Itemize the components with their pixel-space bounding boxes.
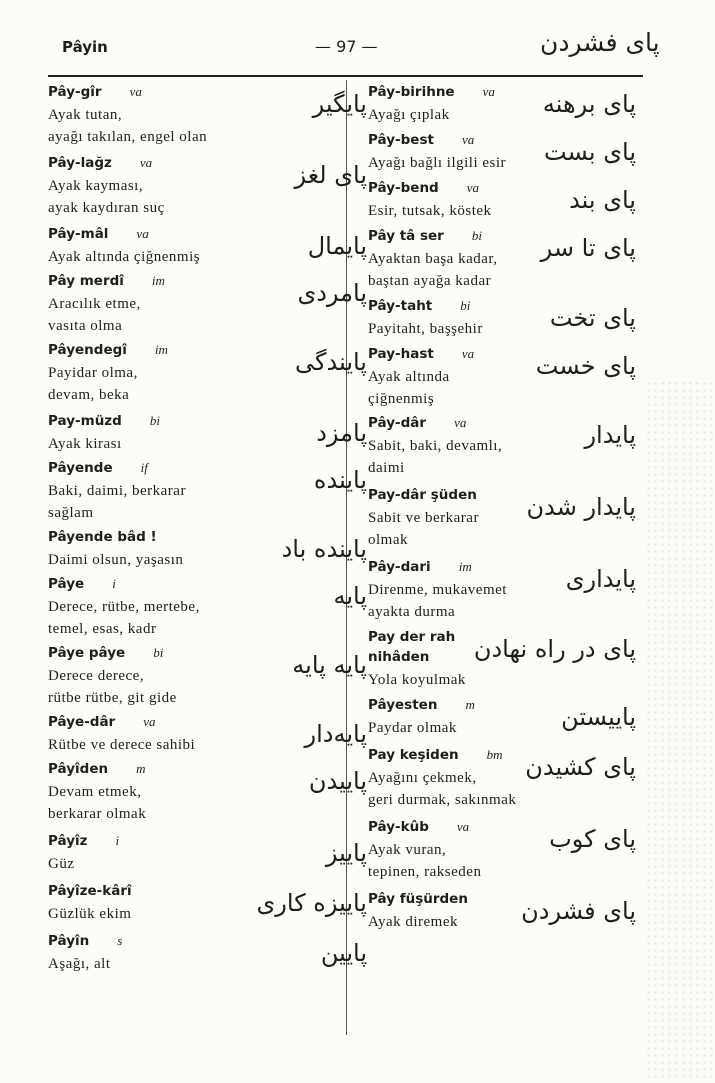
entry-headword-line: [48, 833, 283, 853]
entry-term: Pâyîz: [48, 833, 88, 849]
entry-part-of-speech: im: [151, 273, 165, 288]
dictionary-entry: [48, 84, 367, 148]
entry-term: Pâye pâye: [48, 645, 126, 661]
entry-term: Pây tâ ser: [368, 228, 444, 244]
entry-definition-line: Derece, rütbe, mertebe,: [48, 599, 200, 615]
entry-term: Pâye-dâr: [48, 714, 116, 730]
entry-arabic-script: پایه‌دار: [304, 720, 367, 748]
entry-part-of-speech: if: [140, 460, 148, 475]
entry-definition-line: Ayak tutan,: [48, 107, 123, 123]
entry-arabic-script: پایین: [320, 939, 367, 967]
entry-arabic-script: پاییز: [325, 839, 367, 867]
dictionary-entry: [48, 342, 367, 406]
entry-term: Pây-gîr: [48, 84, 102, 100]
entry-arabic-script: پایدار: [584, 421, 636, 449]
entry-headword-line: [368, 819, 568, 839]
entry-part-of-speech: bm: [486, 747, 503, 762]
entry-definition-line: Ayak diremek: [368, 914, 459, 930]
entry-headword-line: [368, 228, 568, 248]
entry-definition-line: Payitaht, başşehir: [368, 321, 483, 337]
entry-arabic-script: پامردی: [297, 279, 367, 307]
entry-term: Pây-best: [368, 132, 434, 148]
dictionary-entry: [48, 933, 367, 975]
entry-headword-line: [48, 576, 283, 596]
entry-definition-line: Güz: [48, 856, 75, 872]
entry-headword-line: [48, 342, 283, 362]
entry-term: Pâyesten: [368, 697, 438, 713]
entry-term: Pâyîn: [48, 933, 90, 949]
dictionary-entry: [48, 833, 367, 875]
entry-term: Pây merdî: [48, 273, 124, 289]
entry-term: Pây-dâr: [368, 415, 427, 431]
entry-definition-line: Paydar olmak: [368, 720, 457, 736]
entry-part-of-speech: va: [461, 346, 475, 361]
entry-part-of-speech: im: [154, 342, 168, 357]
entry-part-of-speech: i: [115, 833, 120, 848]
entry-headword-line: [48, 883, 283, 903]
entry-arabic-script: پای بند: [569, 186, 636, 214]
entry-arabic-script: پاینده باد: [281, 535, 367, 563]
dictionary-entry: [368, 84, 636, 126]
dictionary-entry: [368, 298, 636, 340]
dictionary-entry: [368, 346, 636, 410]
entry-part-of-speech: va: [143, 714, 156, 729]
running-head-right-arabic: پای فشردن: [540, 28, 660, 57]
entry-term: Pây-dari: [368, 559, 431, 575]
entry-arabic-script: پایگیر: [312, 90, 367, 118]
entry-term: Pay der rah: [368, 629, 456, 645]
entry-definition-line: Aracılık etme,: [48, 296, 141, 312]
entry-definition-line: tepinen, rakseden: [368, 864, 482, 880]
entry-part-of-speech: va: [461, 132, 475, 147]
entry-headword-line: [368, 559, 568, 579]
entry-headword-line: [48, 761, 283, 781]
entry-headword-line: [48, 273, 283, 293]
entry-definition-line: Aşağı, alt: [48, 956, 111, 972]
entry-arabic-script: پای فشردن: [521, 897, 636, 925]
entry-term: Pâyende: [48, 460, 113, 476]
entry-arabic-script: پای تا سر: [540, 234, 636, 262]
entry-headword-line: [48, 413, 283, 433]
entry-term: Pây-birihne: [368, 84, 455, 100]
entry-definition-line: Ayağı çıplak: [368, 107, 450, 123]
entry-part-of-speech: bi: [471, 228, 482, 243]
dictionary-entry: [368, 559, 636, 623]
entry-definition-line: Payidar olma,: [48, 365, 138, 381]
entry-definition-line: olmak: [368, 532, 408, 548]
entry-term: Pay-hast: [368, 346, 434, 362]
entry-term: Pây füşürden: [368, 891, 468, 907]
running-head-left: Pâyin: [62, 38, 108, 56]
page-number: — 97 —: [315, 37, 378, 56]
entry-definition-line: Direnme, mukavemet: [368, 582, 507, 598]
page-header: [0, 0, 715, 78]
entry-definition-line: Yola koyulmak: [368, 672, 466, 688]
entry-part-of-speech: va: [466, 180, 480, 195]
entry-definition-line: Sabit ve berkarar: [368, 510, 479, 526]
dictionary-entry: [48, 645, 367, 709]
entry-definition-line: temel, esas, kadr: [48, 621, 157, 637]
entry-arabic-script: پامزد: [316, 419, 367, 447]
dictionary-entry: [368, 415, 636, 479]
entry-arabic-script: پای برهنه: [542, 90, 636, 118]
entry-arabic-script: پایدار شدن: [526, 493, 636, 521]
entry-arabic-script: پاینده: [313, 466, 367, 494]
entry-headword-line: [48, 933, 283, 953]
entry-definition-line: vasıta olma: [48, 318, 123, 334]
entry-term: Pâyîden: [48, 761, 109, 777]
dictionary-entry: [368, 819, 636, 883]
entry-part-of-speech: va: [456, 819, 470, 834]
entry-part-of-speech: va: [136, 226, 149, 241]
entry-arabic-script: پایداری: [565, 565, 636, 593]
entry-headword-line: [368, 180, 568, 200]
entry-term: Pâye: [48, 576, 85, 592]
dictionary-entry: [48, 413, 367, 455]
entry-headword-line: [368, 132, 568, 152]
entry-definition-line: Ayak vuran,: [368, 842, 447, 858]
entry-definition-line: geri durmak, sakınmak: [368, 792, 517, 808]
entry-definition-line: berkarar olmak: [48, 806, 147, 822]
entry-part-of-speech: m: [465, 697, 475, 712]
entry-definition-line: rütbe rütbe, git gide: [48, 690, 177, 706]
entry-definition-line: daimi: [368, 460, 405, 476]
dictionary-entry: [48, 714, 367, 756]
dictionary-entry: [48, 273, 367, 337]
entry-headword-line: [368, 415, 568, 435]
entry-definition-line: Ayağını çekmek,: [368, 770, 477, 786]
entry-term: Pây-lağz: [48, 155, 112, 171]
entry-definition-line: Ayak altında: [368, 369, 450, 385]
entry-arabic-script: پای لغز: [294, 161, 367, 189]
entry-arabic-script: پایمال: [307, 232, 367, 260]
dictionary-entry: [368, 747, 636, 811]
entry-arabic-script: پاییستن: [561, 703, 636, 731]
entry-definition-line: devam, beka: [48, 387, 130, 403]
entry-headword-line: [48, 226, 283, 246]
entry-definition-line: Ayak altında çiğnenmiş: [48, 249, 201, 265]
entry-headword-line: [48, 645, 283, 665]
entry-definition-line: Ayaktan başa kadar,: [368, 251, 498, 267]
entry-headword-line: [48, 155, 283, 175]
entry-definition-line: ayakta durma: [368, 604, 456, 620]
entry-definition-line: Devam etmek,: [48, 784, 142, 800]
entry-arabic-script: پای در راه نهادن: [473, 635, 636, 663]
entry-part-of-speech: bi: [460, 298, 471, 313]
entry-part-of-speech: m: [136, 761, 146, 776]
entry-definition-line: Ayak kayması,: [48, 178, 144, 194]
dictionary-entry: [48, 155, 367, 219]
entry-definition-line: ayağı takılan, engel olan: [48, 129, 208, 145]
entry-arabic-script: پایه پایه: [292, 651, 367, 679]
dictionary-entry: [48, 576, 367, 640]
entry-definition-line: Sabit, baki, devamlı,: [368, 438, 503, 454]
entry-part-of-speech: va: [129, 84, 142, 99]
dictionary-entry: [368, 487, 636, 551]
entry-arabic-script: پای تخت: [549, 304, 636, 332]
entry-term: Pay-dâr şüden: [368, 487, 477, 503]
entry-arabic-script: پای کشیدن: [525, 753, 636, 781]
entry-term: Pây-bend: [368, 180, 439, 196]
entry-definition-line: sağlam: [48, 505, 94, 521]
entry-arabic-script: پاییدن: [308, 767, 367, 795]
entry-definition-line: baştan ayağa kadar: [368, 273, 492, 289]
entry-term: Pay-müzd: [48, 413, 122, 429]
right-column: [368, 84, 636, 933]
entry-term: Pây-taht: [368, 298, 433, 314]
dictionary-entry: [368, 180, 636, 222]
dictionary-entry: [368, 697, 636, 739]
dictionary-entry: [48, 460, 367, 524]
entry-definition-line: Baki, daimi, berkarar: [48, 483, 186, 499]
entry-headword-line: [368, 298, 568, 318]
entry-definition-line: Güzlük ekim: [48, 906, 132, 922]
entry-arabic-script: پایه: [333, 582, 367, 610]
entry-definition-line: çiğnenmiş: [368, 391, 435, 407]
entry-term: Pây-mâl: [48, 226, 109, 242]
entry-definition-line: Esir, tutsak, köstek: [368, 203, 492, 219]
paper-texture: [645, 380, 715, 1080]
entry-arabic-script: پای بست: [543, 138, 636, 166]
entry-part-of-speech: i: [112, 576, 116, 591]
entry-part-of-speech: im: [458, 559, 472, 574]
entry-part-of-speech: va: [454, 415, 467, 430]
entry-definition-line: ayak kaydıran suç: [48, 200, 165, 216]
entry-definition-line: Rütbe ve derece sahibi: [48, 737, 196, 753]
entry-definition-line: Ayak kirası: [48, 436, 122, 452]
dictionary-entry: [48, 226, 367, 268]
entry-term: Pay keşiden: [368, 747, 459, 763]
left-column: [48, 84, 367, 975]
entry-headword-line: [368, 84, 568, 104]
entry-term: Pâyendegî: [48, 342, 127, 358]
entry-arabic-script: پای کوب: [549, 825, 636, 853]
entry-headword-line: [48, 529, 283, 549]
entry-definition-line: Daimi olsun, yaşasın: [48, 552, 184, 568]
dictionary-entry: [48, 883, 367, 925]
dictionary-entry: [48, 761, 367, 825]
entry-arabic-script: پایندگی: [295, 348, 367, 376]
entry-arabic-script: پاییزه کاری: [256, 889, 367, 917]
entry-headword-line: [48, 460, 283, 480]
entry-definition-line: Derece derece,: [48, 668, 145, 684]
entry-part-of-speech: s: [117, 933, 123, 948]
dictionary-entry: [368, 629, 636, 691]
entry-term: Pây-kûb: [368, 819, 429, 835]
entry-part-of-speech: bi: [149, 413, 160, 428]
entry-term: Pâyende bâd !: [48, 529, 157, 545]
entry-term: Pâyîze-kârî: [48, 883, 132, 899]
entry-part-of-speech: va: [482, 84, 495, 99]
entry-arabic-script: پای خست: [535, 352, 636, 380]
entry-definition-line: Ayağı bağlı ilgili esir: [368, 155, 507, 171]
entry-headword-line: [48, 84, 283, 104]
dictionary-entry: [368, 132, 636, 174]
entry-term-continued: nihâden: [368, 649, 430, 665]
header-rule: [48, 75, 643, 77]
dictionary-entry: [368, 228, 636, 292]
entry-part-of-speech: va: [139, 155, 153, 170]
entry-part-of-speech: bi: [153, 645, 164, 660]
entry-headword-line: [368, 697, 568, 717]
entry-headword-line: [48, 714, 283, 734]
dictionary-entry: [48, 529, 367, 571]
dictionary-entry: [368, 891, 636, 933]
